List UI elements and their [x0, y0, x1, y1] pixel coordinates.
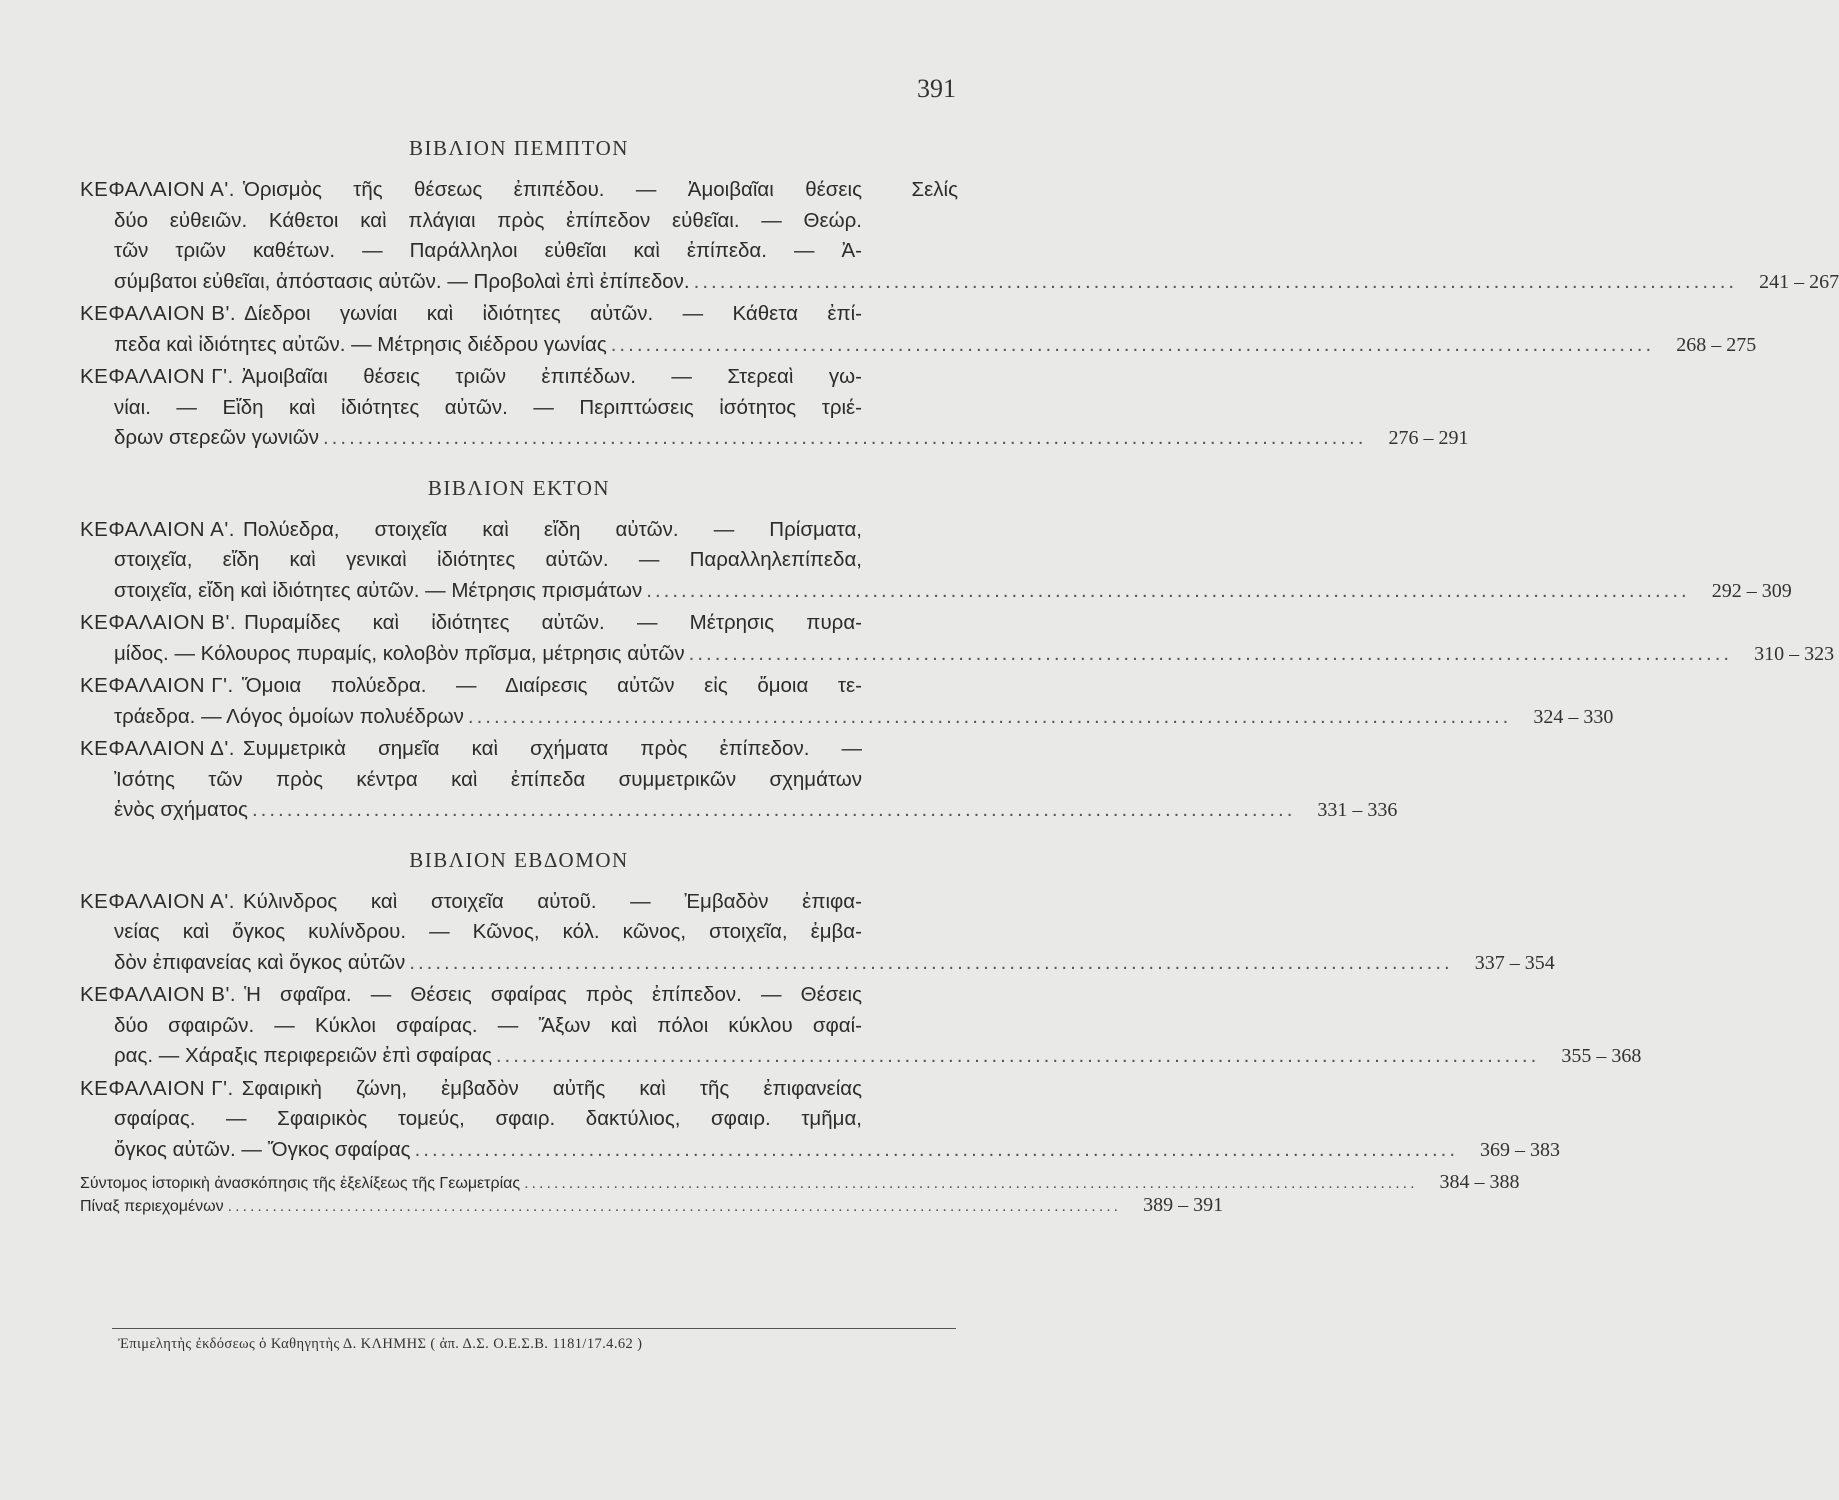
- toc-entry: [80, 515, 1792, 607]
- chapter-label: ΚΕΦΑΛΑΙΟΝ Β'.: [80, 302, 237, 325]
- chapter-label: ΚΕΦΑΛΑΙΟΝ Α'.: [80, 178, 235, 201]
- book-title: ΒΙΒΛΙΟΝ ΕΒΔΟΜΟΝ: [409, 847, 629, 872]
- entry-line: [80, 1104, 958, 1135]
- page-range: 384 – 388: [1439, 1171, 1520, 1193]
- book-section: [80, 475, 1835, 826]
- toc-entry: [80, 734, 1398, 826]
- page-range: 268 – 275: [1676, 333, 1757, 356]
- entry-line: [80, 702, 1614, 733]
- entry-text: τράεδρα. — Λόγος ὁμοίων πολυέδρων: [114, 704, 464, 728]
- chapter-label: ΚΕΦΑΛΑΙΟΝ Β'.: [80, 611, 237, 634]
- entry-text: Δίεδροι γωνίαι καὶ ἰδιότητες αὐτῶν. — Κάθετα ἐπί-: [244, 302, 862, 325]
- entry-line: [80, 917, 958, 948]
- entry-text: μίδος. — Κόλουρος πυραμίς, κολοβὸν πρῖσμα, μέτρησις αὐτῶν: [114, 641, 685, 665]
- chapter-label: ΚΕΦΑΛΑΙΟΝ Α'.: [80, 517, 235, 541]
- entry-text: πεδα καὶ ἰδιότητες αὐτῶν. — Μέτρησις διέδρου γωνίας: [114, 332, 607, 356]
- entry-text: Σύντομος ἱστορικὴ ἀνασκόπησις τῆς ἐξελίξεως τῆς Γεωμετρίας: [80, 1175, 521, 1192]
- entry-text: στοιχεῖα, εἴδη καὶ ἰδιότητες αὐτῶν. — Μέτρησις πρισμάτων: [114, 578, 643, 602]
- entry-line: [80, 236, 958, 267]
- entry-text: ὄγκος αὐτῶν. — Ὄγκος σφαίρας: [114, 1137, 411, 1161]
- dot-leader: ........................................................................................................................: [322, 426, 1367, 449]
- chapter-label: ΚΕΦΑΛΑΙΟΝ Γ'.: [80, 674, 234, 697]
- page-range: 310 – 323: [1754, 642, 1835, 665]
- book-section: [80, 847, 1642, 1166]
- toc-entry: [80, 362, 1469, 454]
- entry-line: [80, 948, 1555, 979]
- entry-text: δύο σφαιρῶν. — Κύκλοι σφαίρας. — Ἄξων καὶ πόλοι κύκλου σφαί-: [114, 1013, 862, 1037]
- entry-line: [80, 206, 958, 237]
- entry-text: Κύλινδρος καὶ στοιχεῖα αὐτοῦ. — Ἐμβαδὸν ἐπιφα-: [242, 889, 862, 913]
- extra-entries: [80, 1171, 1520, 1217]
- dot-leader: ........................................................................................................................: [524, 1175, 1418, 1192]
- entry-text: δὸν ἐπιφανείας καὶ ὄγκος αὐτῶν: [114, 950, 406, 974]
- toc-entry: [80, 1194, 1224, 1217]
- entry-text: Ἀμοιβαῖαι θέσεις τριῶν ἐπιπέδων. — Στερεαὶ γω-: [241, 365, 862, 388]
- page-range: 276 – 291: [1388, 427, 1469, 449]
- entry-text: σφαίρας. — Σφαιρικὸς τομεύς, σφαιρ. δακτύλιος, σφαιρ. τμῆμα,: [114, 1107, 862, 1130]
- entry-text: Πίναξ περιεχομένων: [80, 1198, 224, 1215]
- dot-leader: ........................................................................................................................: [610, 332, 1655, 356]
- dot-leader: ........................................................................................................................: [227, 1198, 1122, 1215]
- book-section: [80, 136, 1839, 454]
- footer-note: Ἐπιμελητὴς ἐκδόσεως ὁ Καθηγητὴς Δ. ΚΛΗΜΗΣ ( ἀπ. Δ.Σ. Ο.Ε.Σ.Β. 1181/17.4.62 ): [118, 1336, 643, 1352]
- entry-first-line: [80, 980, 958, 1011]
- entry-first-line: [80, 734, 958, 765]
- dot-leader: ........................................................................................................................: [495, 1044, 1540, 1067]
- page-range: 331 – 336: [1317, 799, 1398, 821]
- entry-line: [80, 393, 958, 424]
- entry-line: [80, 330, 1757, 361]
- entry-text: Πολύεδρα, στοιχεῖα καὶ εἴδη αὐτῶν. — Πρίσματα,: [242, 517, 862, 541]
- entry-text: Σφαιρικὴ ζώνη, ἐμβαδὸν αὐτῆς καὶ τῆς ἐπιφανείας: [241, 1076, 862, 1100]
- entry-line: [80, 795, 1398, 826]
- entry-first-line: [80, 299, 958, 330]
- chapter-label: ΚΕΦΑΛΑΙΟΝ Γ'.: [80, 365, 234, 388]
- toc-entry: [80, 980, 1642, 1072]
- entry-text: στοιχεῖα, εἴδη καὶ γενικαὶ ἰδιότητες αὐτῶν. — Παραλληλεπίπεδα,: [114, 548, 862, 571]
- page-range: 369 – 383: [1480, 1138, 1561, 1161]
- entry-first-line: [80, 608, 958, 639]
- entry-text: Ἰσότης τῶν πρὸς κέντρα καὶ ἐπίπεδα συμμετρικῶν σχημάτων: [114, 767, 862, 791]
- dot-leader: ........................................................................................................................: [646, 578, 1690, 602]
- entry-line: [80, 1011, 958, 1042]
- entry-text: Ἡ σφαῖρα. — Θέσεις σφαίρας πρὸς ἐπίπεδον. — Θέσεις: [244, 983, 862, 1006]
- entry-first-line: [80, 671, 958, 702]
- book-title: ΒΙΒΛΙΟΝ ΠΕΜΠΤΟΝ: [409, 136, 629, 160]
- entry-line: [80, 267, 1839, 298]
- entry-first-line: [80, 1074, 958, 1105]
- toc-entry: [80, 608, 1835, 669]
- chapter-label: ΚΕΦΑΛΑΙΟΝ Δ'.: [80, 737, 235, 760]
- entry-text: τῶν τριῶν καθέτων. — Παράλληλοι εὐθεῖαι καὶ ἐπίπεδα. — Ἀ-: [114, 239, 862, 262]
- toc-entry: [80, 1074, 1561, 1166]
- dot-leader: ........................................................................................................................: [693, 269, 1738, 293]
- toc-entry: [80, 671, 1614, 732]
- page-range: 389 – 391: [1143, 1194, 1224, 1216]
- toc-entry: [80, 175, 1839, 297]
- entry-line: [80, 1135, 1561, 1166]
- book-title: ΒΙΒΛΙΟΝ ΕΚΤΟΝ: [427, 475, 611, 500]
- entry-first-line: [80, 175, 958, 206]
- footer-rule: [112, 1328, 956, 1329]
- entry-first-line: [80, 887, 958, 918]
- entry-line: [80, 765, 958, 796]
- entry-line: [80, 423, 1469, 454]
- entry-line: [80, 576, 1792, 607]
- toc-entry: [80, 887, 1555, 979]
- dot-leader: ........................................................................................................................: [467, 704, 1512, 728]
- table-of-contents: [80, 136, 1839, 1239]
- dot-leader: ........................................................................................................................: [251, 798, 1296, 821]
- dot-leader: ........................................................................................................................: [688, 641, 1733, 665]
- chapter-label: ΚΕΦΑΛΑΙΟΝ Α'.: [80, 889, 235, 913]
- toc-entry: [80, 1171, 1520, 1194]
- entry-text: νείας καὶ ὄγκος κυλίνδρου. — Κῶνος, κόλ. κῶνος, στοιχεῖα, ἐμβα-: [114, 920, 862, 943]
- entry-text: ἑνὸς σχήματος: [114, 798, 248, 821]
- chapter-label: ΚΕΦΑΛΑΙΟΝ Β'.: [80, 983, 237, 1006]
- dot-leader: ........................................................................................................................: [409, 950, 1453, 974]
- entry-text: ρας. — Χάραξις περιφερειῶν ἐπὶ σφαίρας: [114, 1044, 492, 1067]
- entry-text: Ὁρισμὸς τῆς θέσεως ἐπιπέδου. — Ἀμοιβαῖαι θέσεις: [242, 178, 862, 201]
- dot-leader: ........................................................................................................................: [414, 1137, 1459, 1161]
- page-range: 324 – 330: [1533, 705, 1614, 728]
- entry-text: δύο εὐθειῶν. Κάθετοι καὶ πλάγιαι πρὸς ἐπίπεδον εὐθεῖαι. — Θεώρ.: [114, 208, 862, 232]
- entry-line: [80, 545, 958, 576]
- entry-text: νίαι. — Εἴδη καὶ ἰδιότητες αὐτῶν. — Περιπτώσεις ἰσότητος τριέ-: [114, 395, 862, 419]
- entry-first-line: [80, 362, 958, 393]
- entry-line: [80, 639, 1835, 670]
- chapter-label: ΚΕΦΑΛΑΙΟΝ Γ'.: [80, 1076, 234, 1100]
- page-range: 241 – 267: [1759, 270, 1839, 293]
- entry-text: σύμβατοι εὐθεῖαι, ἀπόστασις αὐτῶν. — Προβολαὶ ἐπὶ ἐπίπεδον.: [114, 269, 690, 293]
- page-range: 337 – 354: [1474, 951, 1555, 974]
- page-range: 292 – 309: [1711, 579, 1792, 602]
- entry-line: [80, 1041, 1642, 1072]
- entry-text: δρων στερεῶν γωνιῶν: [114, 426, 319, 449]
- page-range: 355 – 368: [1561, 1045, 1642, 1067]
- column-header: Σελίς: [911, 178, 958, 201]
- toc-entry: [80, 299, 1757, 360]
- entry-text: Συμμετρικὰ σημεῖα καὶ σχήματα πρὸς ἐπίπεδον. —: [242, 737, 862, 760]
- entry-text: Πυραμίδες καὶ ἰδιότητες αὐτῶν. — Μέτρησις πυρα-: [244, 611, 862, 634]
- page-number: 391: [917, 74, 956, 103]
- entry-text: Ὅμοια πολύεδρα. — Διαίρεσις αὐτῶν εἰς ὅμοια τε-: [241, 674, 862, 697]
- entry-first-line: [80, 515, 958, 546]
